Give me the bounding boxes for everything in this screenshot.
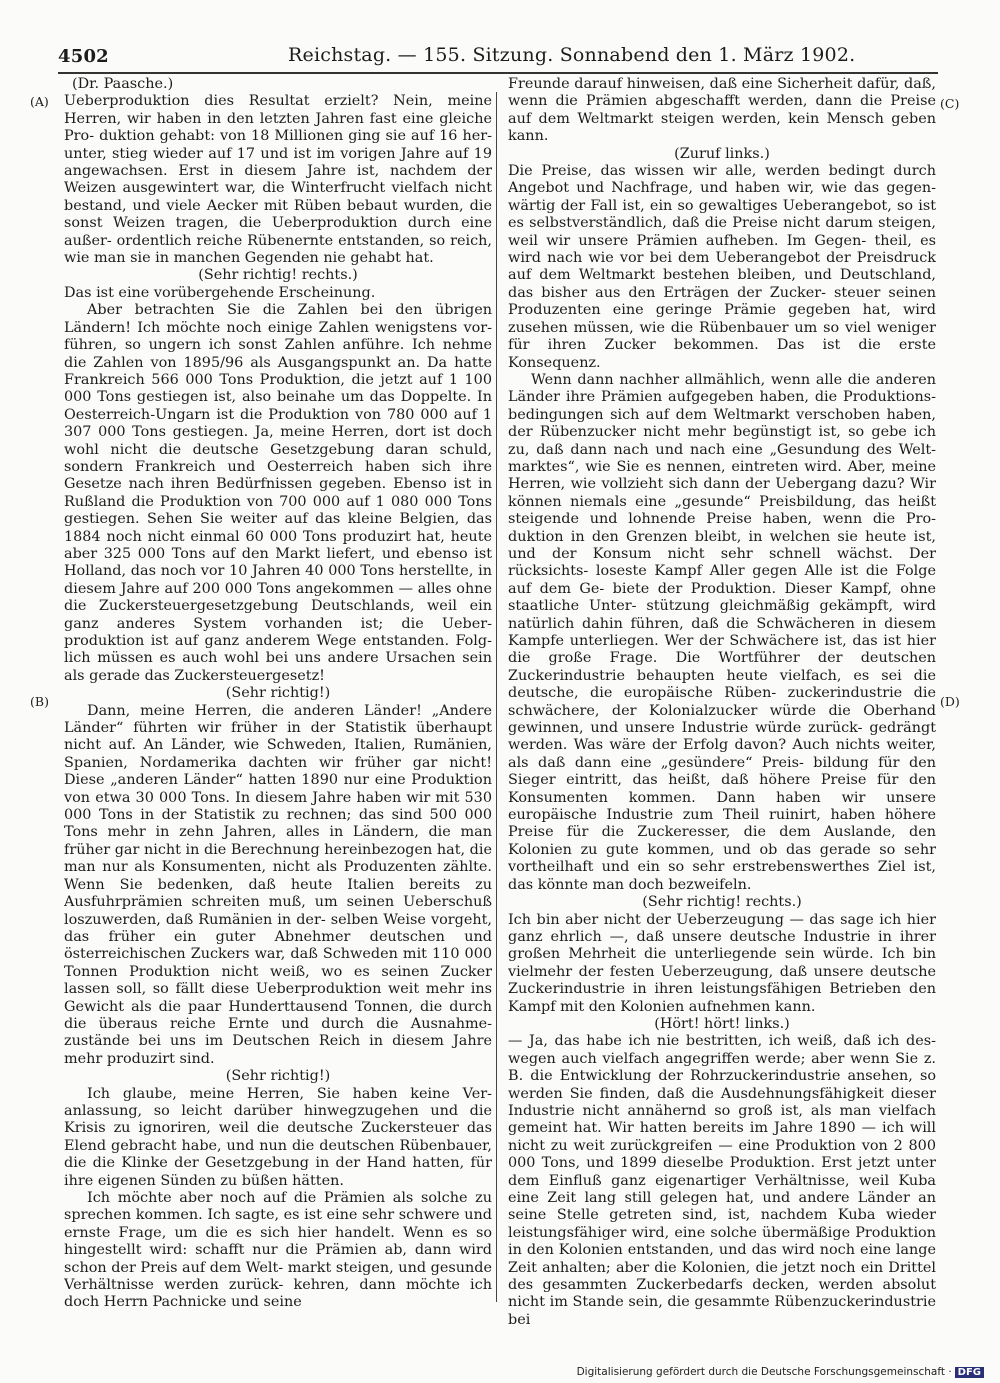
- margin-letter-b: (B): [30, 694, 49, 709]
- page-title: Reichstag. — 155. Sitzung. Sonnabend den 1. März 1902.: [288, 44, 856, 66]
- speaker-name: (Dr. Paasche.): [72, 76, 174, 92]
- margin-letter-c: (C): [940, 96, 960, 111]
- left-column: [64, 76, 492, 1326]
- margin-letter-d: (D): [940, 694, 960, 709]
- paragraph: Wenn dann nachher allmählich, wenn alle die anderen Länder ihre Prämien aufgegeben haben, die Produktions- bedingungen sich auf dem Weltmarkt verschoben haben, der Rübenzucker nicht mehr begünstigt ist, so gebe ich zu, daß dann nach und nach eine „Gesundung des Welt- marktes“, wie Sie es nennen, eintreten wird. Aber, meine Herren, wie vollzieht sich dann der Uebergang dazu? Wir können niemals eine „gesunde“ Preisbildung, das heißt steigende und lohnende Preise haben, wenn die Pro- duktion in den Grenzen bleibt, in welchen sie heute ist, und der Konsum nicht sehr schnell wächst. Der rücksichts- loseste Kampf Aller gegen Alle ist die Folge auf dem Ge- biete der Produktion. Dieser Kampf, ohne staatliche Unter- stützung gleichmäßig gekämpft, wird natürlich dahin führen, daß die Schwächeren in diesem Kampfe unterliegen. Wer der Schwächere ist, das ist hier die große Frage. Die Wortführer der deutschen Zuckerindustrie behaupten heute vielfach, es sei die deutsche, die europäische Rüben- zuckerindustrie die schwächere, der Kolonialzucker würde die Oberhand gewinnen, und unsere Industrie würde zurück- gedrängt werden. Was wäre der Erfolg davon? Auch nichts weiter, als daß dann eine „gesündere“ Preis- bildung für den Sieger eintritt, das heißt, daß höhere Preise für den Konsumenten kommen. Dann haben wir unsere europäische Industrie zum Theil ruinirt, haben höhere Preise für die Zuckeresser, die dem Auslande, den Kolonien zu gute kommen, und ob das gerade so sehr vortheilhaft und ein so sehr erstrebenswerthes Ziel ist, das könnte man doch bezweifeln.: [508, 371, 936, 893]
- column-divider: [496, 92, 497, 1302]
- paragraph: — Ja, das habe ich nie bestritten, ich weiß, daß ich des- wegen auch vielfach angegriffen werde; aber wenn Sie z. B. die Entwicklung der Rohrzuckerindustrie ansehen, so werden Sie finden, daß die Ausdehnungsfähigkeit dieser Industrie nicht annähernd so groß ist, als man vielfach gemeint hat. Wir hatten bereits im Jahre 1890 — ich will nicht zu weit zurückgreifen — eine Produktion von 2 800 000 Tons, und 1899 dieselbe Produktion. Erst jetzt unter dem Einfluß ganz eigenartiger Verhältnisse, weil Kuba eine Zeit lang still gelegen hat, und andere Länder an seine Stelle getreten sind, ist, nachdem Kuba wieder leistungsfähiger wird, eine solche übermäßige Produktion in den Kolonien entstanden, und das wird noch eine lange Zeit anhalten; aber die Kolonien, die jetzt noch ein Drittel des gesammten Zuckerbedarfs decken, werden absolut nicht im Stande sein, die gesammte Rübenzuckerindustrie bei: [508, 1033, 936, 1326]
- page-number: 4502: [58, 46, 109, 67]
- dfg-logo: DFG: [955, 1367, 984, 1378]
- paragraph: Ueberproduktion dies Resultat erzielt? Nein, meine Herren, wir haben in den letzten Jahren fast eine gleiche Pro- duktion gehabt: von 18 Millionen ging sie auf 16 her- unter, stieg wieder auf 17 und ist im vorigen Jahre auf 19 angewachsen. Erst in diesem Jahre ist, nachdem der Weizen ausgewintert war, die Winterfrucht vielfach nicht bestand, und viele Aecker mit Rüben bebaut wurden, die sonst Weizen tragen, die Ueberproduktion durch eine außer- ordentlich reiche Rübenernte entstanden, so reich, wie man sie in manchen Gegenden nie gehabt hat.: [64, 93, 492, 267]
- margin-letter-a: (A): [30, 94, 49, 109]
- paragraph: Ich glaube, meine Herren, Sie haben keine Ver- anlassung, so leicht darüber hinwegzugehen und die Krisis zu ignoriren, weil die deutsche Zuckersteuer das Elend gebracht habe, und nun die deutschen Rübenbauer, die die Klinke der Gesetzgebung in der Hand hatten, für ihre eigenen Sünden zu büßen hätten.: [64, 1085, 492, 1189]
- credit-text: Digitalisierung gefördert durch die Deutsche Forschungsgemeinschaft ·: [576, 1366, 952, 1378]
- page-header: [58, 42, 938, 72]
- header-rule: [58, 72, 938, 74]
- interjection: (Zuruf links.): [674, 145, 770, 162]
- interjection: (Hört! hört! links.): [654, 1015, 790, 1032]
- paragraph: Freunde darauf hinweisen, daß eine Sicherheit dafür, daß, wenn die Prämien abgeschafft werden, dann die Preise auf dem Weltmarkt steigen werden, kein Mensch geben kann.: [508, 76, 936, 145]
- paragraph: Dann, meine Herren, die anderen Länder! „Andere Länder“ führten wir früher in der Statistik überhaupt nicht auf. An Länder, wie Schweden, Italien, Rumänien, Spanien, Nordamerika dachten wir früher gar nicht! Diese „anderen Länder“ hatten 1890 nur eine Produktion von etwa 30 000 Tons. In diesem Jahre haben wir mit 530 000 Tons in der Statistik zu rechnen; das sind 500 000 Tons mehr in zehn Jahren, alles in Ländern, die man früher gar nicht in die Berechnung hereinbezogen hat, die man nur als Konsumenten, nicht als Produzenten zählte. Wenn Sie bedenken, daß heute Italien bereits zu Ausfuhrprämien schreiten muß, um seinen Ueberschuß loszuwerden, daß Rumänien in der- selben Weise vorgeht, das früher ein guter Abnehmer deutschen und österreichischen Zuckers war, daß Schweden mit 110 000 Tonnen Produktion nicht weiß, wo es seinen Zucker lassen soll, so fällt diese Ueberproduktion weit mehr ins Gewicht als die paar Hunderttausend Tonnen, die durch die überaus reiche Ernte und durch die Ausnahme- zustände bei uns im Deutschen Reich in diesem Jahre mehr produzirt sind.: [64, 702, 492, 1067]
- paragraph: Ich möchte aber noch auf die Prämien als solche zu sprechen kommen. Ich sagte, es ist eine sehr schwere und ernste Frage, um die es sich hier handelt. Wenn es so hingestellt wird: schafft nur die Prämien ab, dann wird schon der Preis auf dem Welt- markt steigen, und gesunde Verhältnisse werden zurück- kehren, dann möchte ich doch Herrn Pachnicke und seine: [64, 1190, 492, 1311]
- paragraph: Das ist eine vorübergehende Erscheinung.: [64, 284, 376, 301]
- interjection: (Sehr richtig!): [225, 685, 331, 702]
- interjection: (Sehr richtig!): [225, 1068, 331, 1085]
- interjection: (Sehr richtig! rechts.): [198, 267, 358, 284]
- paragraph: Ich bin aber nicht der Ueberzeugung — das sage ich hier ganz ehrlich —, daß unsere deutsche Industrie in ihrer großen Mehrheit die unterliegende sein würde. Ich bin vielmehr der festen Ueberzeugung, daß unsere deutsche Zuckerindustrie in ihren leistungsfähigen Betrieben den Kampf mit den Kolonien aufnehmen kann.: [508, 911, 936, 1015]
- paragraph: Aber betrachten Sie die Zahlen bei den übrigen Ländern! Ich möchte noch einige Zahlen wenigstens vor- führen, so ungern ich sonst Zahlen anführe. Ich nehme die Zahlen von 1895/96 als Ausgangspunkt an. Da hatte Frankreich 566 000 Tons Produktion, die jetzt auf 1 100 000 Tons gestiegen ist, also beinahe um das Doppelte. In Oesterreich-Ungarn ist die Produktion von 780 000 auf 1 307 000 Tons gestiegen. Ja, meine Herren, dort ist doch wohl nicht die deutsche Gesetzgebung daran schuld, sondern Frankreich und Oesterreich haben sich ihre Gesetze nach ihren Bedürfnissen gegeben. Ebenso ist in Rußland die Produktion von 700 000 auf 1 080 000 Tons gestiegen. Sehen Sie weiter auf das kleine Belgien, das 1884 noch nicht einmal 60 000 Tons produzirt hat, heute aber 325 000 Tons auf den Markt liefert, und ebenso ist Holland, das noch vor 10 Jahren 40 000 Tons herstellte, in diesem Jahre auf 200 000 Tons angekommen — alles ohne die Zuckersteuergesetzgebung Deutschlands, weil ein ganz anderes System vorhanden ist; die Ueber- produktion ist auf ganz anderem Wege entstanden. Folg- lich müssen es auch wohl bei uns andere Ursachen sein als gerade das Zuckersteuergesetz!: [64, 302, 492, 684]
- right-column: [508, 76, 936, 1326]
- digitization-credit: [577, 1366, 984, 1378]
- paragraph: Die Preise, das wissen wir alle, werden bedingt durch Angebot und Nachfrage, und haben wir, wie das gegen- wärtig der Fall ist, ein so gewaltiges Ueberangebot, so ist es selbstverständlich, daß die Preise nicht darum steigen, weil wir unsere Prämien aufheben. Im Gegen- theil, es wird nach wie vor bei dem Ueberangebot der Preisdruck auf dem Weltmarkt bestehen bleiben, und Deutschland, das bisher aus den Erträgen der Zucker- steuer seinen Produzenten eine geringe Prämie gegeben hat, wird zusehen müssen, wie die Rübenbauer um so viel weniger für ihren Zucker bekommen. Das ist die erste Konsequenz.: [508, 163, 936, 371]
- interjection: (Sehr richtig! rechts.): [642, 894, 802, 911]
